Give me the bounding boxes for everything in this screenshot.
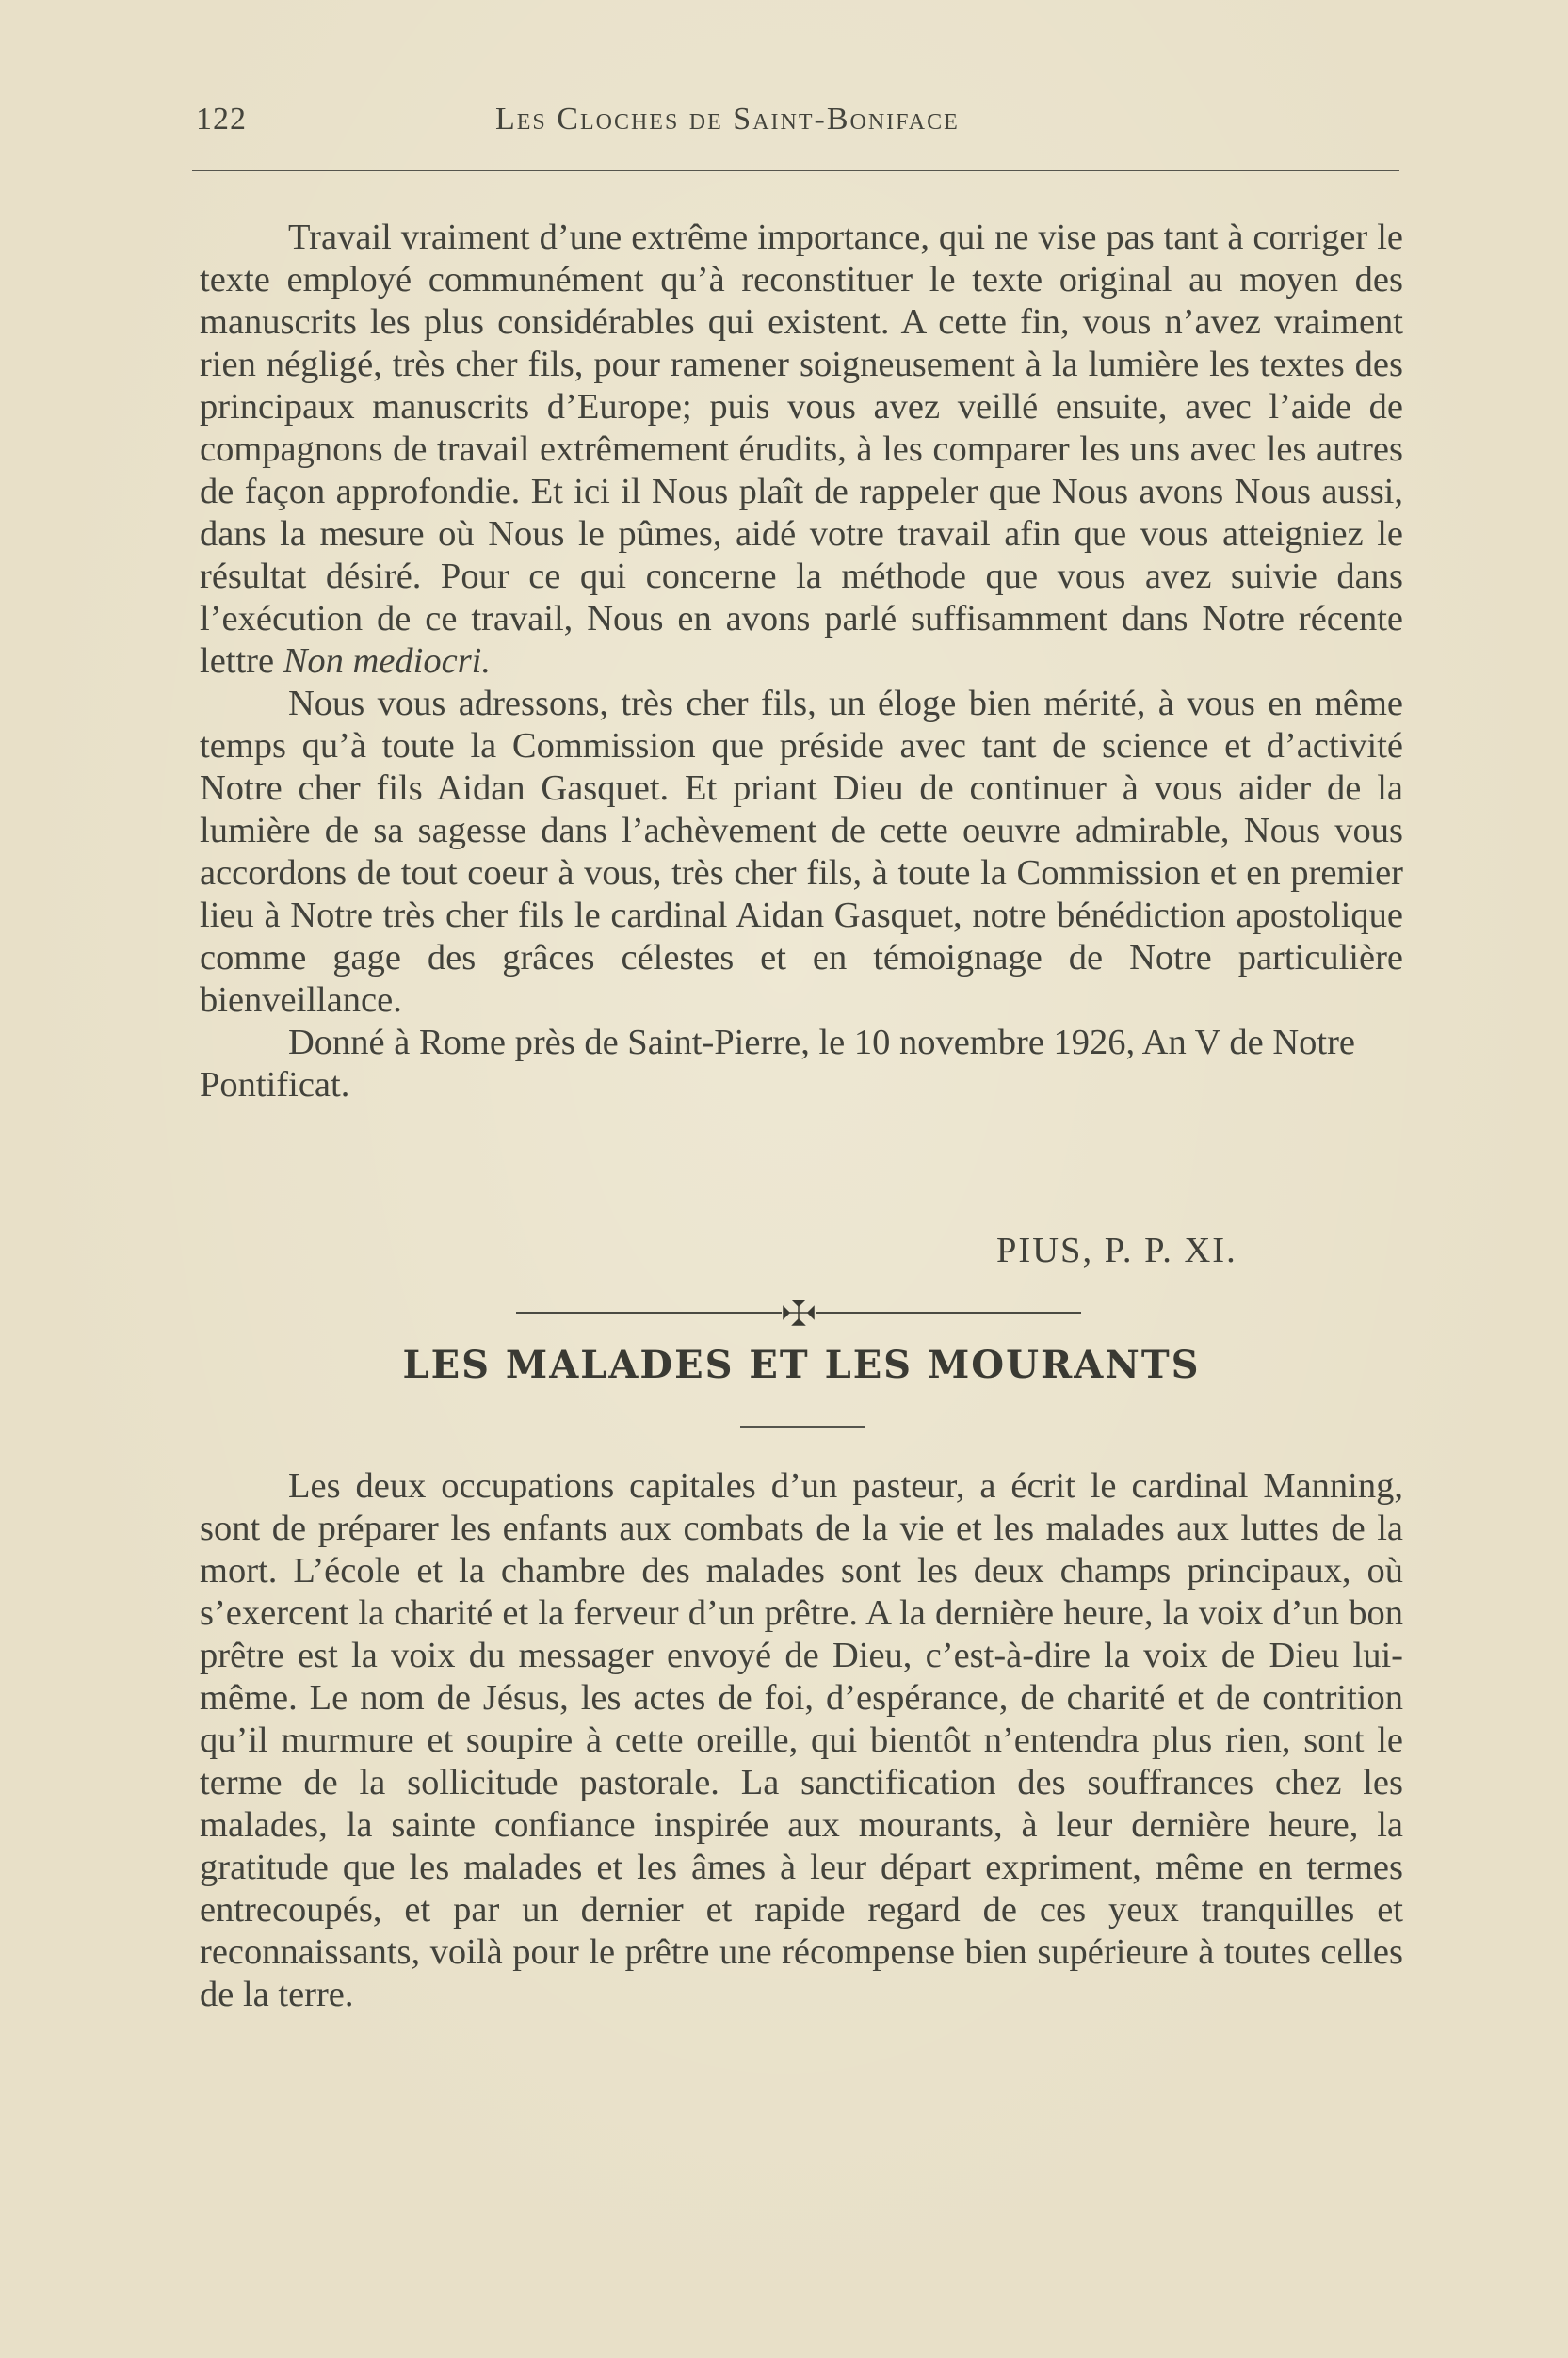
- letter-dateline: Donné à Rome près de Saint-Pierre, le 10 novembre 1926, An V de Notre Pontificat.: [200, 1023, 1356, 1105]
- running-head: [196, 102, 1399, 149]
- signature: PIUS, P. P. XI.: [996, 1231, 1237, 1270]
- cross-icon: [784, 1300, 814, 1325]
- letter-body: [200, 217, 1403, 1106]
- section-body: [200, 1465, 1403, 2016]
- letter-paragraph-1-text: Travail vraiment d’une extrême importance, qui ne vise pas tant à corriger le texte employé communément qu’à reconstituer le texte original au moyen des manuscrits les plus considérables qui existent. A cette fin, vous n’avez vraiment rien négligé, très cher fils, pour ramener soigneusement à la lumière les textes des principaux manuscrits d’Europe; puis vous avez veillé ensuite, avec l’aide de compagnons de travail extrêmement érudits, à les comparer les uns avec les autres de façon approfondie. Et ici il Nous plaît de rappeler que Nous avons Nous aussi, dans la mesure où Nous le pûmes, aidé votre travail afin que vous atteigniez le résultat désiré. Pour ce qui concerne la méthode que vous avez suivie dans l’exécution de ce travail, Nous en avons parlé suffisamment dans Notre récente lettre: [200, 218, 1403, 681]
- header-rule: [192, 170, 1399, 171]
- section-ornament: [516, 1298, 1081, 1328]
- letter-paragraph-1: [200, 217, 1403, 683]
- section-paragraph: Les deux occupations capitales d’un pasteur, a écrit le cardinal Manning, sont de préparer les enfants aux combats de la vie et les malades aux luttes de la mort. L’école et la chambre des malades sont les deux champs principaux, où s’exercent la charité et la ferveur d’un prêtre. A la dernière heure, la voix d’un bon prêtre est la voix du messager envoyé de Dieu, c’est-à-dire la voix de Dieu lui-même. Le nom de Jésus, les actes de foi, d’espérance, de charité et de contrition qu’il murmure et soupire à cette oreille, qui bientôt n’entendra plus rien, sont le terme de la sollicitude pastorale. La sanctification des souffrances chez les malades, la sainte confiance inspirée aux mourants, à leur dernière heure, la gratitude que les malades et les âmes à leur départ expriment, même en termes entrecoupés, et par un dernier et rapide regard de ces yeux tranquilles et reconnaissants, voilà pour le prêtre une récompense bien supérieure à toutes celles de la terre.: [200, 1466, 1403, 2014]
- letter-title: Non mediocri.: [283, 641, 492, 681]
- running-title: Les Cloches de Saint-Boniface: [495, 102, 960, 137]
- page-number: 122: [196, 102, 247, 137]
- letter-paragraph-2: Nous vous adressons, très cher fils, un éloge bien mérité, à vous en même temps qu’à toute la Commission que préside avec tant de science et d’activité Notre cher fils Aidan Gasquet. Et priant Dieu de continuer à vous aider de la lumière de sa sagesse dans l’achèvement de cette oeuvre admirable, Nous vous accordons de tout coeur à vous, très cher fils, à toute la Commission et en premier lieu à Notre très cher fils le cardinal Aidan Gasquet, notre bénédiction apostolique comme gage des grâces célestes et en témoignage de Notre particulière bienveillance.: [200, 684, 1403, 1020]
- section-title: LES MALADES ET LES MOURANTS: [402, 1343, 1201, 1387]
- title-rule: [740, 1426, 865, 1428]
